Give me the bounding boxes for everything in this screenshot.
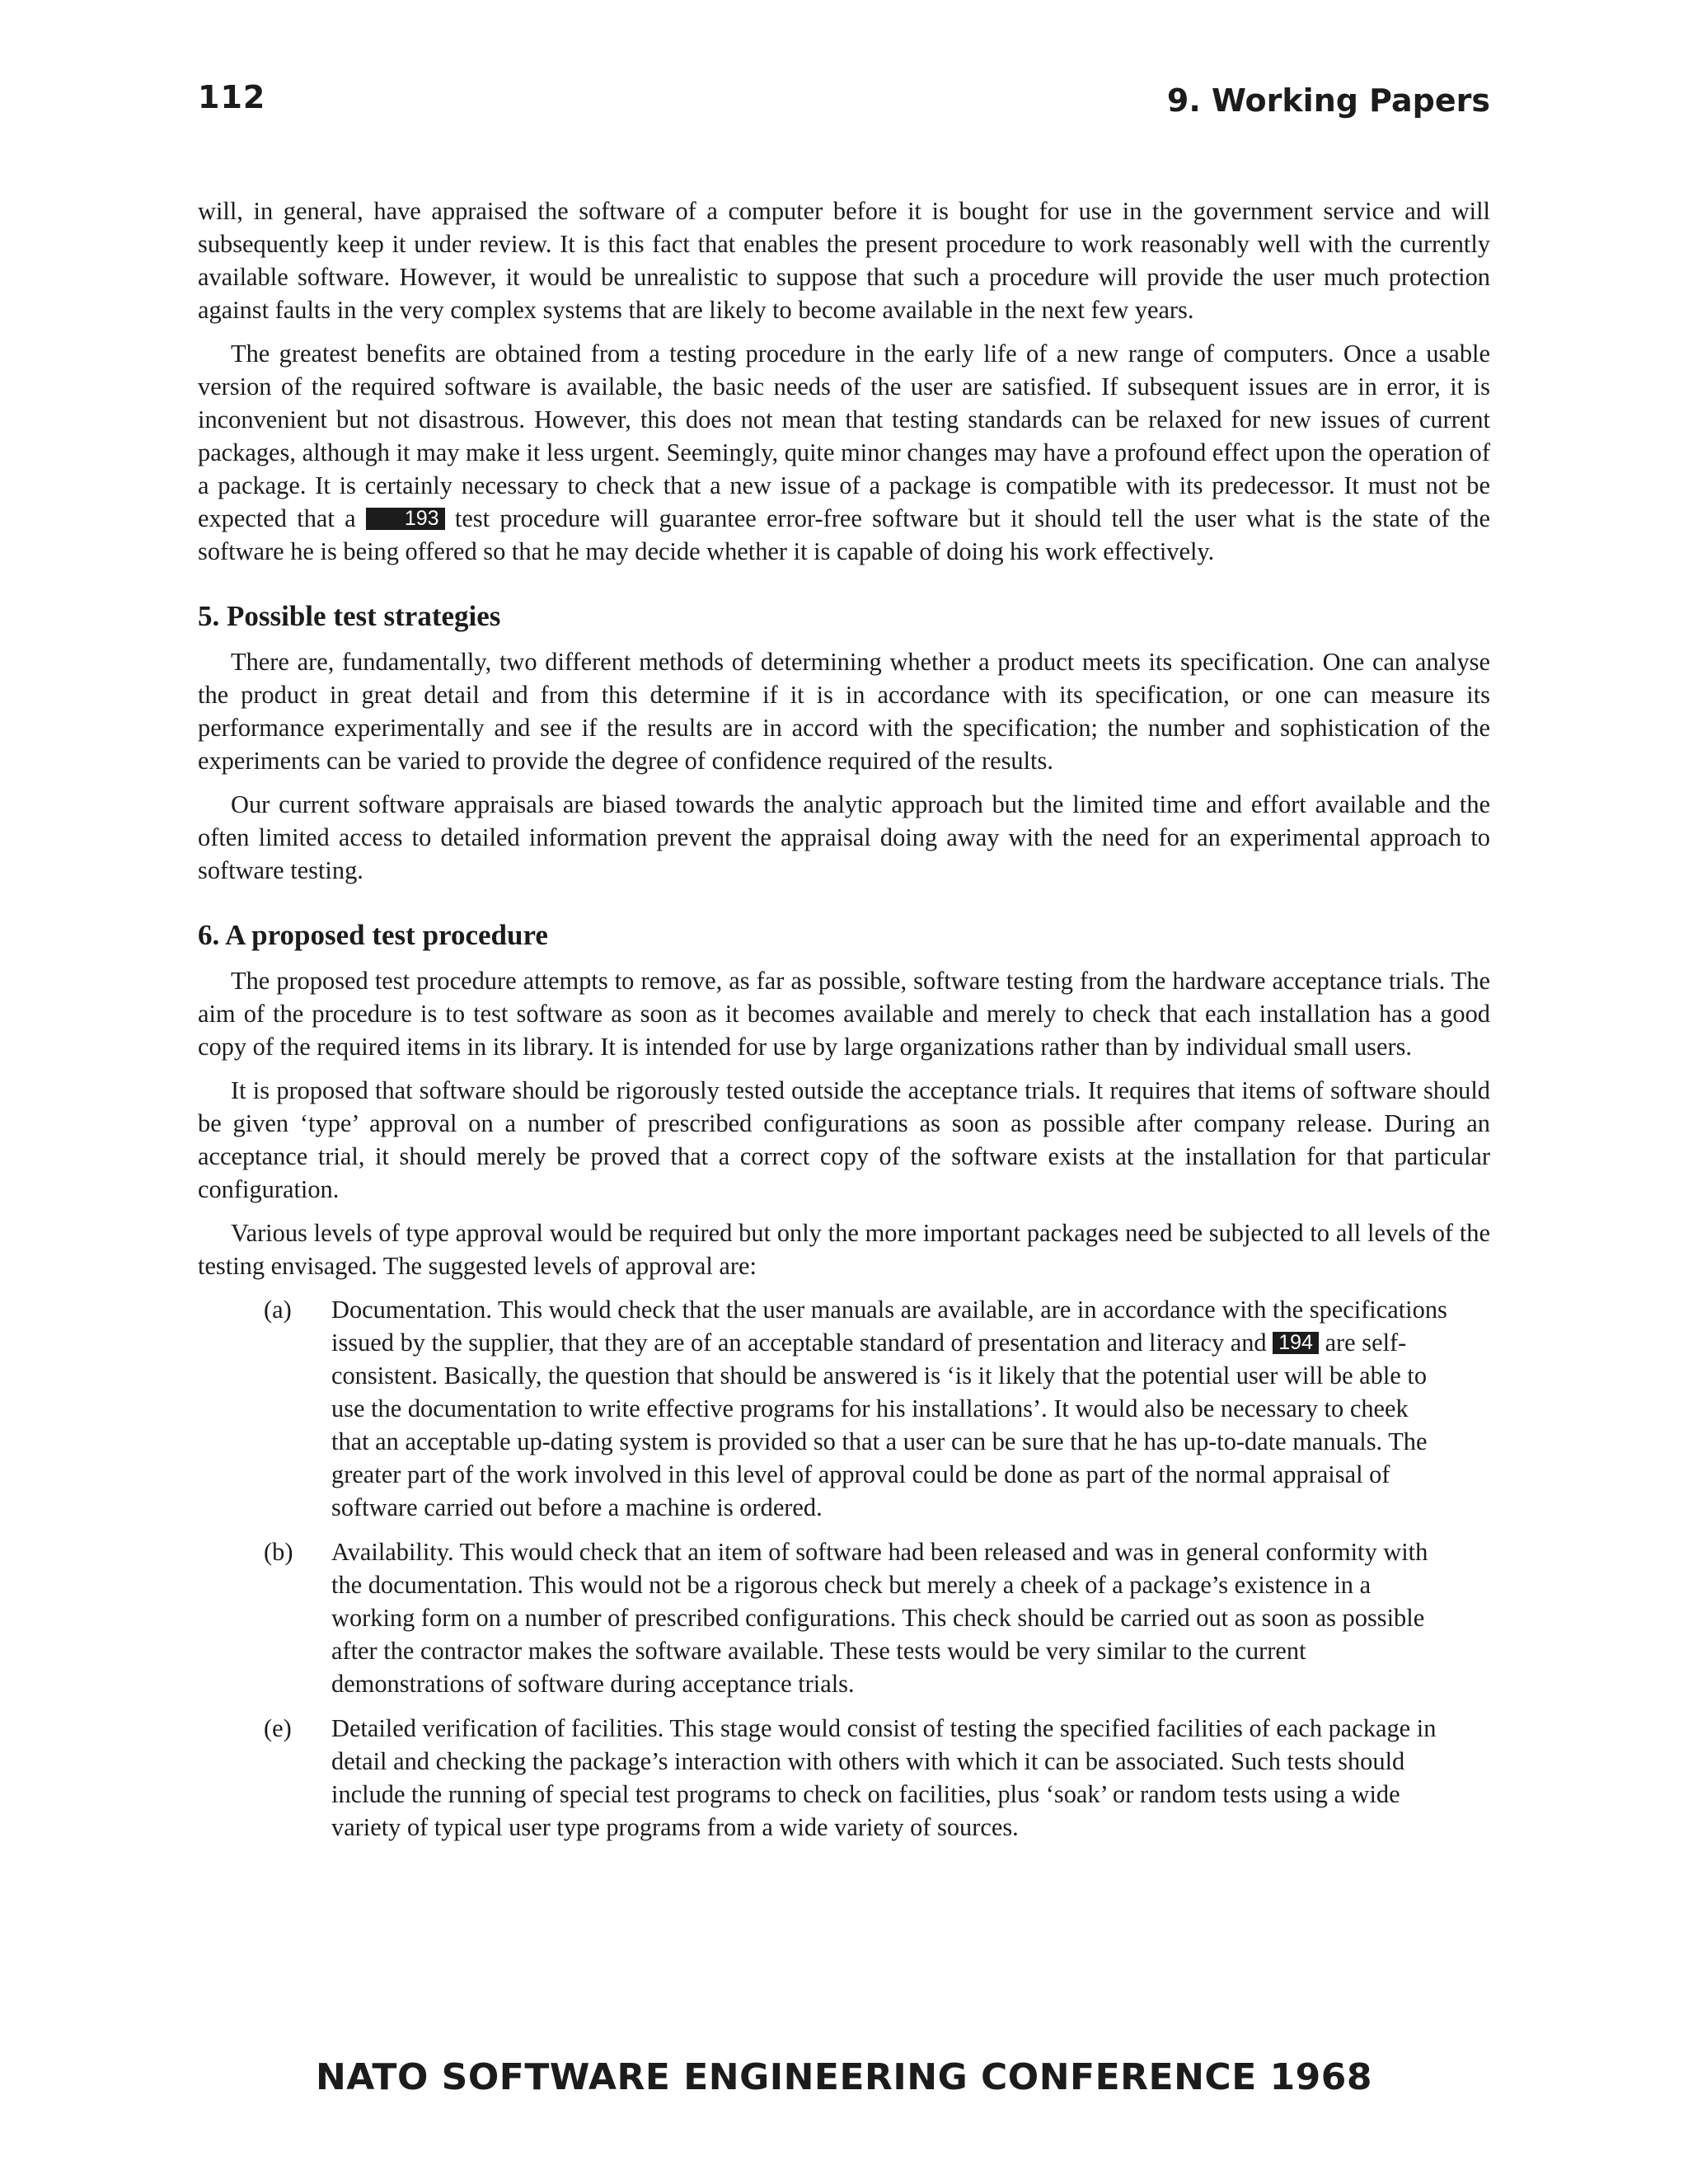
- list-item-text: Detailed verification of facilities. This stage would consist of testing the specified facilities of each package in detail and checking the package’s interaction with others with which it can be associated. Such tests should include the running of special test programs to check on facilities, plus ‘soak’ or random tests using a wide variety of typical user type programs from a wide variety of sources.: [331, 1714, 1437, 1841]
- list-item: [198, 1535, 1490, 1700]
- list-item-label: (a): [264, 1296, 292, 1324]
- paragraph-text: The greatest benefits are obtained from a testing procedure in the early life of a new range of computers. Once a usable version of the required software is available, the basic needs of the user are satisfied. If subsequent issues are in error, it is inconvenient but not disastrous. However, this does not mean that testing standards can be relaxed for new issues of current packages, although it may make it less urgent. Seemingly, quite minor changes may have a profound effect upon the operation of a package. It is certainly necessary to check that a new issue of a package is compatible with its predecessor. It must not be expected that a: [198, 340, 1490, 532]
- page-marker-badge: 193: [366, 508, 445, 530]
- list-item-text: Documentation. This would check that the user manuals are available, are in accordance with the specifications issued by the supplier, that they are of an acceptable standard of presentation and literacy and: [331, 1296, 1447, 1357]
- list-item-label: (b): [264, 1538, 293, 1566]
- paragraph: Our current software appraisals are biased towards the analytic approach but the limited time and effort available and the often limited access to detailed information prevent the appraisal doing away with the need for an experimental approach to software testing.: [198, 790, 1490, 884]
- list-item: [198, 1293, 1490, 1524]
- list-item-text: Availability. This would check that an item of software had been released and was in general conformity with the documentation. This would not be a rigorous check but merely a cheek of a package’s existence in a working form on a number of prescribed configurations. This check should be carried out as soon as possible after the contractor makes the software available. These tests would be very similar to the current demonstrations of software during acceptance trials.: [331, 1538, 1428, 1698]
- section-heading: 5. Possible test strategies: [198, 600, 501, 632]
- list-item-text: are self-consistent. Basically, the question that should be answered is ‘is it likely that the potential user will be able to use the documentation to write effective programs for his installations’. It would also be necessary to cheek that an acceptable up-dating system is provided so that a user can be sure that he has up-to-date manuals. The greater part of the work involved in this level of approval could be done as part of the normal appraisal of software carried out before a machine is ordered.: [331, 1329, 1428, 1521]
- paragraph: There are, fundamentally, two different methods of determining whether a product meets its specification. One can analyse the product in great detail and from this determine if it is in accordance with its specification, or one can measure its performance experimentally and see if the results are in accord with the specification; the number and sophistication of the experiments can be varied to provide the degree of confidence required of the results.: [198, 648, 1490, 775]
- approval-levels-list: [198, 1293, 1490, 1844]
- section-heading: 6. A proposed test procedure: [198, 919, 548, 951]
- paragraph: [198, 337, 1490, 568]
- running-head: 9. Working Papers: [1166, 82, 1490, 119]
- body-text: [198, 194, 1490, 1855]
- paragraph: will, in general, have appraised the software of a computer before it is bought for use in the government service and will subsequently keep it under review. It is this fact that enables the present procedure to work reasonably well with the currently available software. However, it would be unrealistic to suppose that such a procedure will provide the user much protection against faults in the very complex systems that are likely to become available in the next few years.: [198, 197, 1490, 324]
- paragraph: It is proposed that software should be rigorously tested outside the acceptance trials. It requires that items of software should be given ‘type’ approval on a number of prescribed configurations as soon as possible after company release. During an acceptance trial, it should merely be proved that a correct copy of the software exists at the installation for that particular configuration.: [198, 1076, 1490, 1203]
- paragraph: The proposed test procedure attempts to remove, as far as possible, software testing from the hardware acceptance trials. The aim of the procedure is to test software as soon as it becomes available and merely to check that each installation has a good copy of the required items in its library. It is intended for use by large organizations rather than by individual small users.: [198, 967, 1490, 1061]
- list-item-label: (e): [264, 1714, 292, 1742]
- paragraph: Various levels of type approval would be required but only the more important packages need be subjected to all levels of the testing envisaged. The suggested levels of approval are:: [198, 1219, 1490, 1280]
- list-item: [198, 1712, 1490, 1844]
- page-number: 112: [198, 79, 266, 115]
- page-marker-badge: 194: [1273, 1332, 1319, 1354]
- paragraph-text: test procedure will guarantee error-free software but it should tell the user what is the state of the software he is being offered so that he may decide whether it is capable of doing his work effectively.: [198, 504, 1490, 565]
- footer-title: NATO SOFTWARE ENGINEERING CONFERENCE 1968: [315, 2056, 1373, 2098]
